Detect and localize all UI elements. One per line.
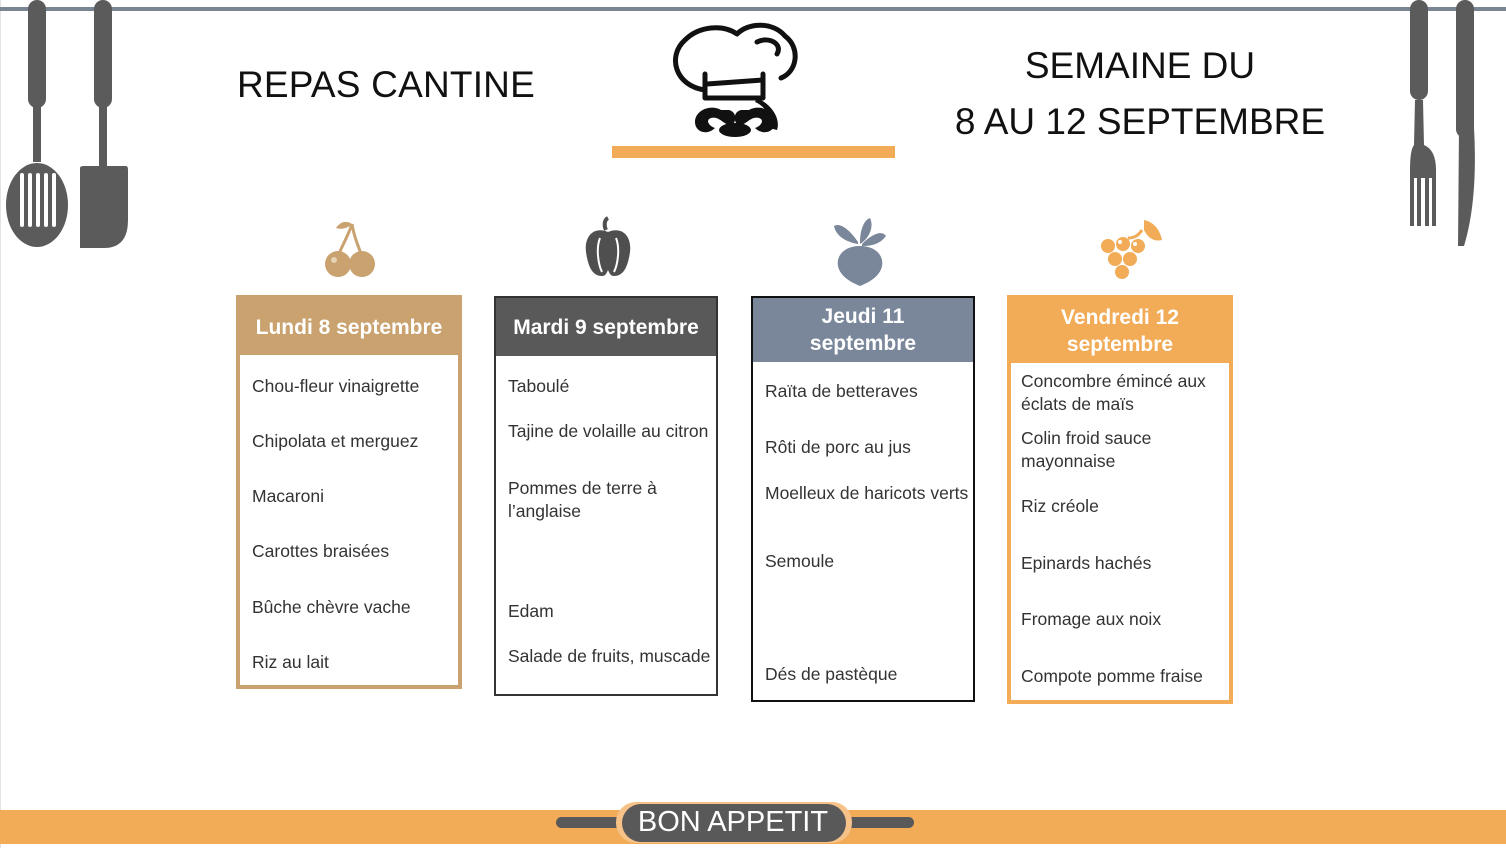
menu-item: Raïta de betteraves [765,381,918,401]
day-card-vendredi [1007,295,1233,704]
menu-item: Chipolata et merguez [252,431,419,451]
menu-item: Tajine de volaille au citron [508,421,709,441]
menu-item: Macaroni [252,486,324,506]
menu-item: Pommes de terre à l’anglaise [508,478,657,521]
week-dates: 8 AU 12 SEPTEMBRE [954,101,1326,142]
day-title: Jeudi 11 septembre [809,305,917,355]
menu-item: Colin froid sauce mayonnaise [1021,428,1152,471]
day-title: Lundi 8 septembre [255,315,443,339]
menu-item: Salade de fruits, muscade [508,646,711,666]
day-title: Mardi 9 septembre [513,315,699,339]
day-card-mardi [494,296,718,696]
footer-label: BON APPETIT [637,806,829,838]
menu-item: Riz créole [1021,496,1099,516]
menu-item: Concombre émincé aux éclats de maïs [1021,371,1206,414]
menu-item: Taboulé [508,376,570,396]
menu-item: Chou-fleur vinaigrette [252,376,420,396]
bell-pepper-icon [578,216,638,282]
menu-item: Moelleux de haricots verts [765,483,969,503]
menu-item: Semoule [765,551,835,571]
menu-item: Compote pomme fraise [1021,666,1203,686]
beet-icon [830,216,890,288]
day-title: Vendredi 12 septembre [1061,306,1179,356]
day-header [496,298,716,356]
day-card-jeudi [751,296,975,702]
menu-item: Rôti de porc au jus [765,437,911,457]
menu-item: Dés de pastèque [765,664,898,684]
menu-item: Edam [508,601,554,621]
menu-item: Epinards hachés [1021,553,1152,573]
day-card-lundi [236,295,462,689]
page-title: REPAS CANTINE [237,64,535,105]
menu-item: Fromage aux noix [1021,609,1162,629]
chef-divider [612,146,895,158]
spatula-icon [0,0,140,260]
menu-item: Bûche chèvre vache [252,597,411,617]
utensil-rail [0,7,1506,11]
menu-item: Carottes braisées [252,541,390,561]
chef-hat-icon [665,18,805,144]
day-header [1011,299,1229,363]
cherry-icon [318,218,382,282]
week-label: SEMAINE DU [1024,45,1256,86]
grapes-icon [1098,216,1170,288]
knife-icon [1390,0,1506,260]
day-header [753,298,973,362]
week-range [940,38,1340,150]
menu-item: Riz au lait [252,652,329,672]
day-header [240,299,458,355]
